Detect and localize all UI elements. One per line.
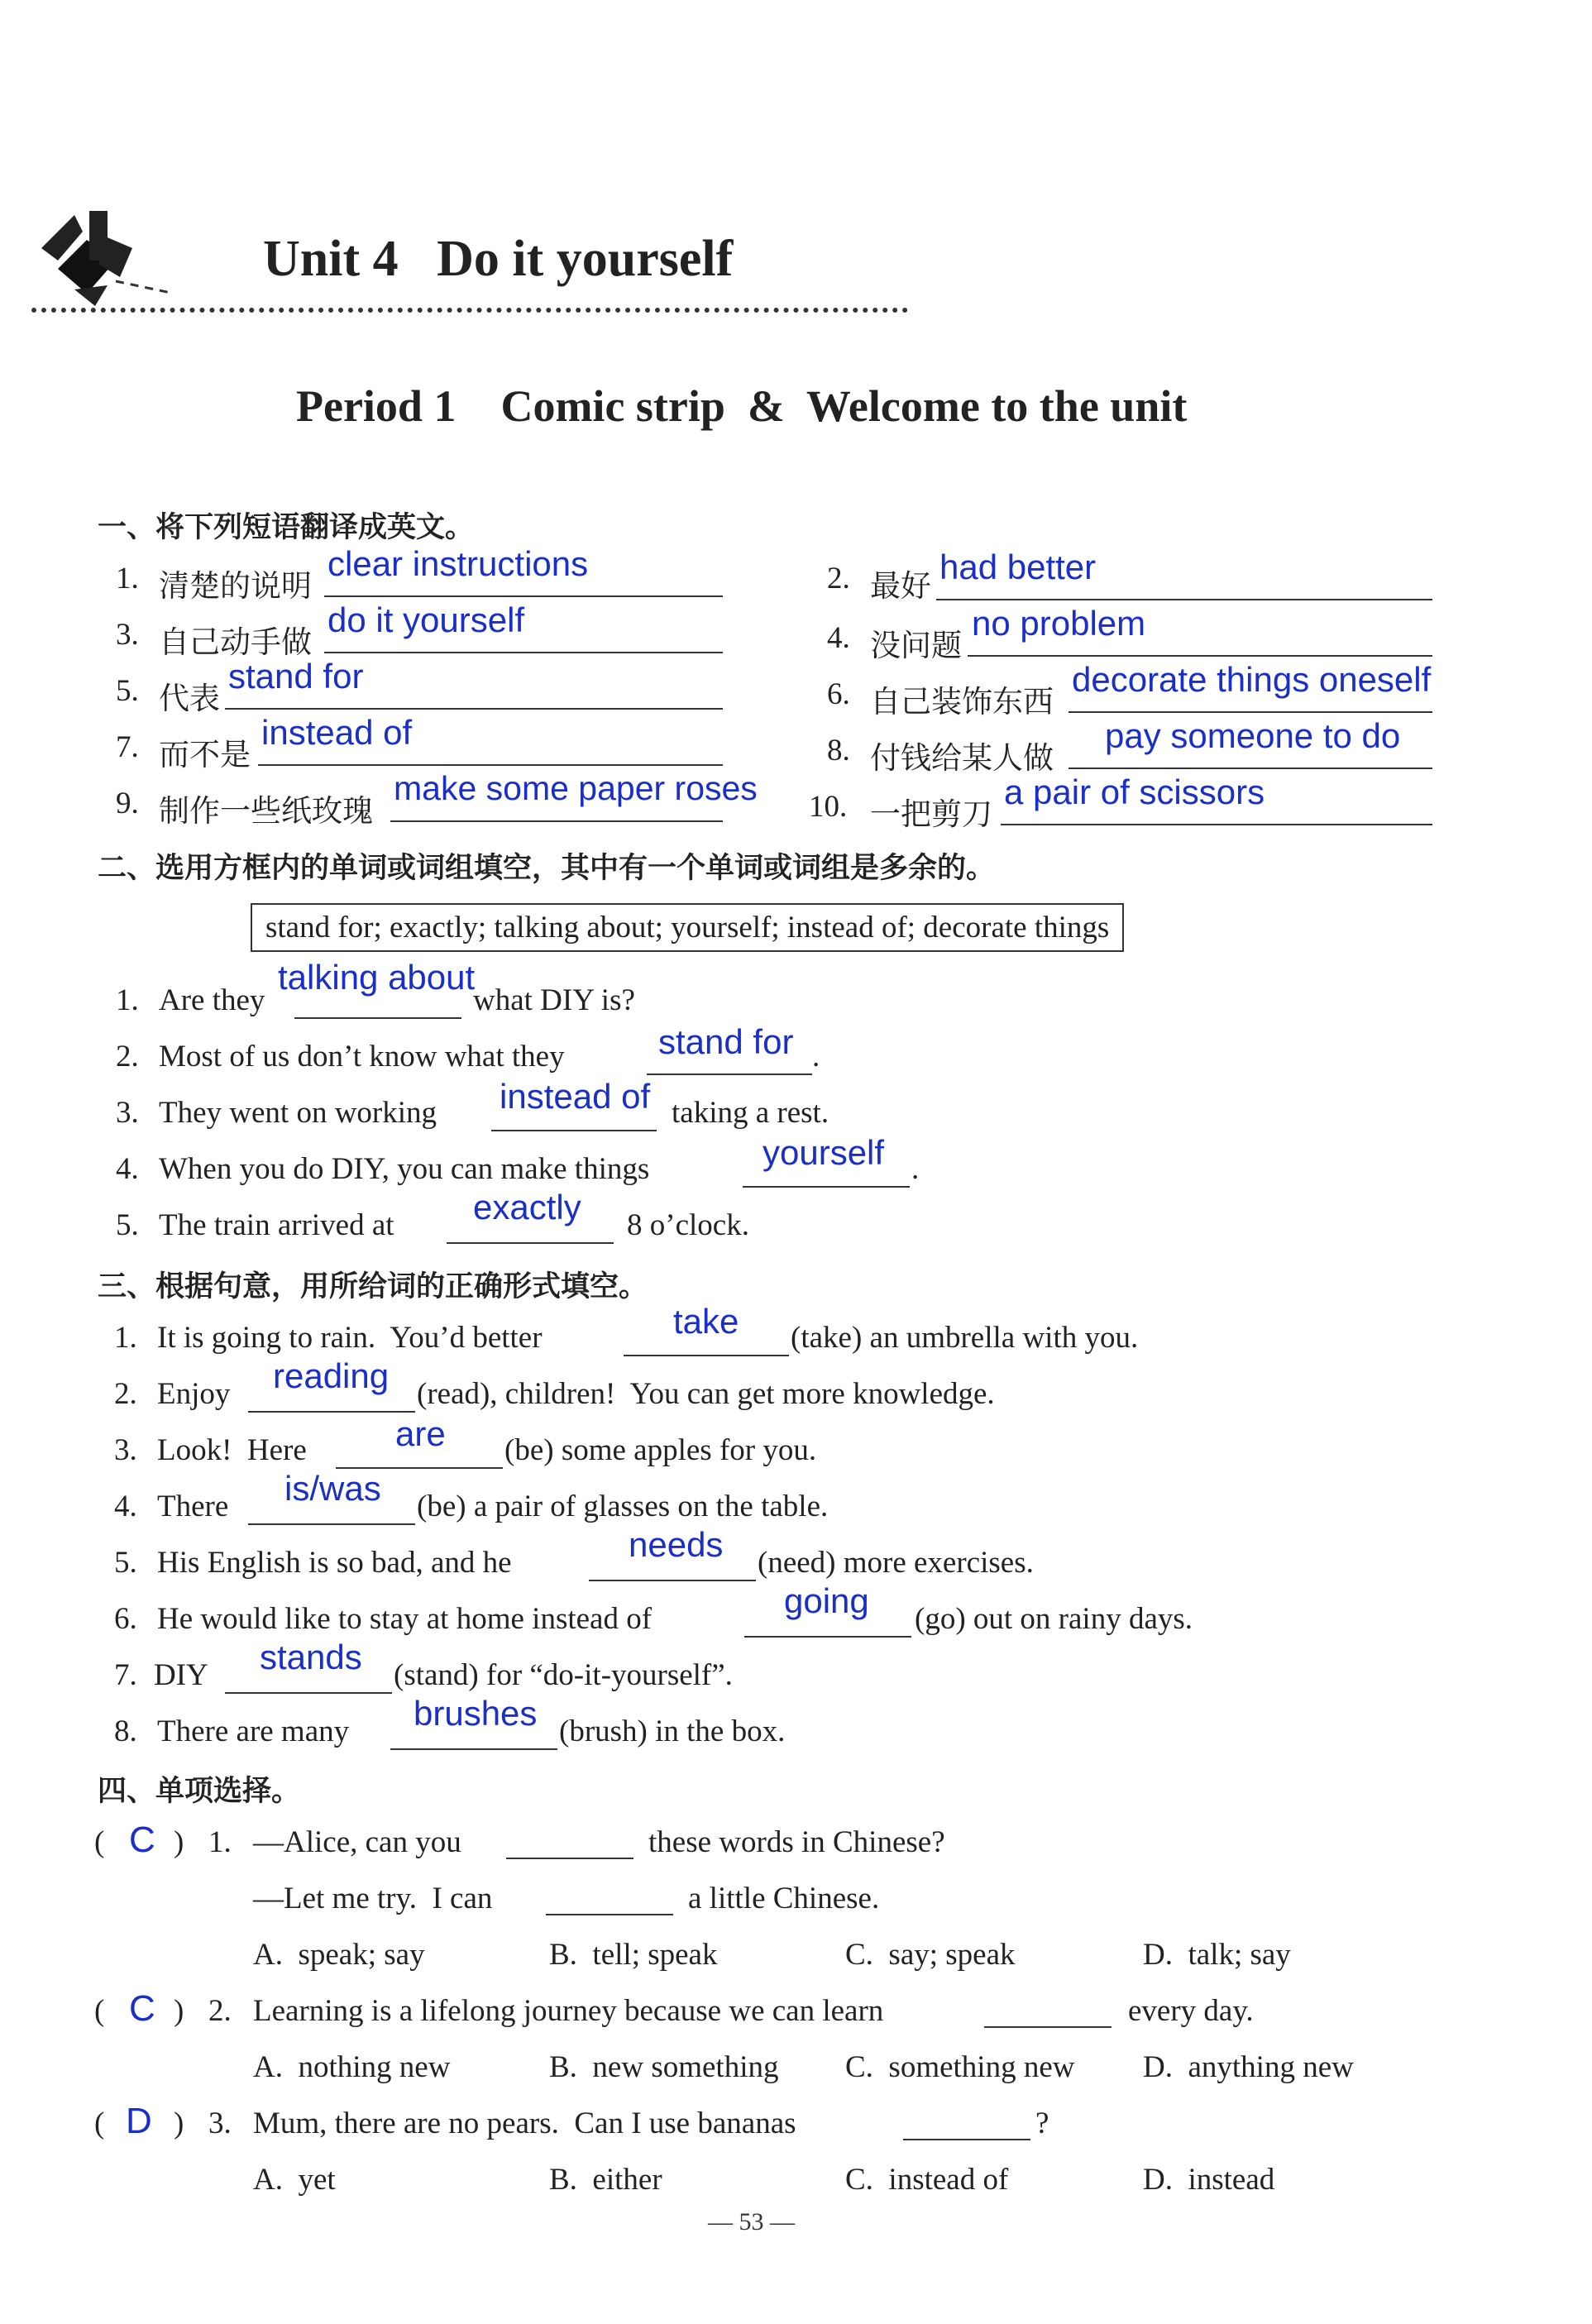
s3-item-before: Look! Here [157, 1433, 307, 1467]
q-option: C. say; speak [845, 1938, 1016, 1972]
s1-item-num: 9. [116, 787, 139, 820]
s2-answer: yourself [763, 1133, 885, 1172]
q-line1-before: Mum, there are no pears. Can I use bananas [253, 2106, 796, 2140]
s3-answer-line [744, 1636, 911, 1638]
s1-item-num: 6. [827, 677, 850, 711]
s1-item-prompt: 而不是 [159, 739, 251, 772]
s1-answer: do it yourself [327, 600, 525, 639]
s3-answer-line [589, 1580, 756, 1581]
s1-item-num: 2. [827, 562, 850, 595]
s1-item-num: 1. [116, 562, 139, 595]
q-line1-before: —Alice, can you [253, 1825, 461, 1859]
period-title: Period 1 Comic strip & Welcome to the unit [296, 381, 1188, 431]
s3-answer: needs [629, 1525, 724, 1564]
s3-answer: are [395, 1414, 446, 1453]
s1-item-prompt: 付钱给某人做 [870, 742, 1054, 776]
paren-close: ) [174, 1825, 184, 1859]
page-number: — 53 — [708, 2208, 795, 2236]
s2-item-before: The train arrived at [159, 1208, 394, 1242]
s1-answer: stand for [228, 657, 364, 696]
s2-answer-line [647, 1074, 812, 1075]
s1-answer: a pair of scissors [1004, 772, 1265, 811]
s3-answer-line [624, 1355, 789, 1356]
s3-item-after: (read), children! You can get more knowledge. [417, 1377, 995, 1411]
s2-item-num: 1. [116, 983, 139, 1017]
s2-item-after: taking a rest. [672, 1096, 829, 1130]
q-option: B. tell; speak [549, 1938, 718, 1972]
s3-answer: is/was [284, 1469, 381, 1508]
s1-answer-line [324, 652, 723, 653]
s1-answer: make some paper roses [394, 769, 758, 807]
s1-item-prompt: 清楚的说明 [159, 570, 312, 604]
s3-item-before: DIY [154, 1658, 208, 1692]
s2-answer-line [294, 1017, 461, 1019]
s1-item-prompt: 最好 [870, 570, 931, 604]
s1-item-prompt: 没问题 [870, 629, 962, 663]
q-line1-after: every day. [1128, 1994, 1254, 2028]
q-line1-after: these words in Chinese? [648, 1825, 945, 1859]
s3-item-after: (be) a pair of glasses on the table. [417, 1490, 829, 1523]
s1-answer: instead of [261, 713, 413, 752]
s2-answer-line [491, 1130, 657, 1131]
header-dotted-rule [31, 308, 908, 313]
q-line1-after: ? [1035, 2106, 1049, 2140]
s1-answer: decorate things oneself [1072, 660, 1432, 699]
q-blank [903, 2139, 1030, 2140]
s3-item-num: 2. [114, 1377, 137, 1411]
s1-item-prompt: 自己动手做 [159, 626, 312, 660]
word-box: stand for; exactly; talking about; yourself; instead of; decorate things [251, 903, 1124, 952]
s3-item-before: There [157, 1490, 229, 1523]
section1-heading: 一、将下列短语翻译成英文。 [98, 511, 475, 544]
s1-answer-line [968, 655, 1432, 657]
s3-item-before: Enjoy [157, 1377, 231, 1411]
s2-answer-line [743, 1186, 910, 1188]
s2-answer: instead of [500, 1077, 651, 1116]
q-option: D. talk; say [1143, 1938, 1291, 1972]
q-blank [506, 1858, 633, 1859]
section3-heading: 三、根据句意，用所给词的正确形式填空。 [98, 1270, 648, 1303]
s1-item-num: 3. [116, 618, 139, 652]
s2-item-num: 2. [116, 1040, 139, 1074]
s2-answer: exactly [473, 1188, 581, 1227]
s3-answer: brushes [414, 1694, 538, 1733]
paren-open: ( [94, 1825, 105, 1859]
q-option: B. either [549, 2163, 662, 2197]
s3-item-after: (go) out on rainy days. [915, 1602, 1193, 1636]
s1-item-num: 10. [809, 790, 848, 824]
s3-item-num: 6. [114, 1602, 137, 1636]
s3-item-after: (stand) for “do-it-yourself”. [394, 1658, 733, 1692]
s1-item-num: 5. [116, 674, 139, 708]
s1-item-num: 4. [827, 621, 850, 655]
s3-answer-line [248, 1411, 415, 1413]
s3-item-after: (need) more exercises. [758, 1546, 1034, 1580]
s2-answer-line [447, 1242, 614, 1244]
s3-item-before: It is going to rain. You’d better [157, 1321, 543, 1355]
s1-answer-line [1069, 711, 1432, 713]
q-num: 2. [208, 1994, 232, 2028]
s2-item-num: 3. [116, 1096, 139, 1130]
section4-heading: 四、单项选择。 [98, 1775, 301, 1808]
s3-item-before: He would like to stay at home instead of [157, 1602, 653, 1636]
s1-item-prompt: 制作一些纸玫瑰 [159, 795, 373, 829]
section2-heading: 二、选用方框内的单词或词组填空，其中有一个单词或词组是多余的。 [98, 852, 996, 885]
q-num: 1. [208, 1825, 232, 1859]
s1-item-prompt: 代表 [159, 682, 220, 716]
s1-answer-line [225, 708, 723, 710]
q-option: A. speak; say [253, 1938, 425, 1972]
s3-item-after: (brush) in the box. [559, 1714, 786, 1748]
q-blank [546, 1914, 673, 1915]
s2-answer: stand for [658, 1022, 794, 1061]
choice-answer: C [129, 1820, 155, 1860]
s2-item-num: 4. [116, 1152, 139, 1186]
s3-answer-line [225, 1692, 392, 1694]
q-line1-before: Learning is a lifelong journey because we can learn [253, 1994, 884, 2028]
s1-answer: pay someone to do [1105, 716, 1401, 755]
s3-answer-line [248, 1523, 415, 1525]
q-line2-after: a little Chinese. [688, 1882, 880, 1915]
s3-item-num: 3. [114, 1433, 137, 1467]
s1-answer-line [324, 595, 723, 597]
q-num: 3. [208, 2106, 232, 2140]
q-option: C. something new [845, 2050, 1075, 2084]
s1-item-num: 8. [827, 734, 850, 767]
s1-answer-line [390, 820, 723, 822]
choice-answer: C [129, 1988, 155, 2029]
s1-answer: no problem [972, 604, 1146, 643]
s3-item-num: 5. [114, 1546, 137, 1580]
s3-answer: going [784, 1581, 869, 1620]
s3-item-before: His English is so bad, and he [157, 1546, 512, 1580]
s1-answer: had better [939, 548, 1097, 586]
s2-item-after: . [911, 1152, 920, 1186]
s2-item-before: They went on working [159, 1096, 437, 1130]
s2-item-after: what DIY is? [473, 983, 635, 1017]
s3-answer: stands [260, 1638, 362, 1676]
s3-answer-line [390, 1748, 557, 1750]
paren-open: ( [94, 1994, 105, 2028]
s2-item-after: 8 o’clock. [627, 1208, 749, 1242]
q-option: A. nothing new [253, 2050, 451, 2084]
s1-item-num: 7. [116, 730, 139, 764]
s3-item-after: (take) an umbrella with you. [791, 1321, 1139, 1355]
q-line2-before: —Let me try. I can [253, 1882, 493, 1915]
q-option: B. new something [549, 2050, 779, 2084]
s1-item-prompt: 一把剪刀 [870, 798, 992, 832]
s3-item-num: 1. [114, 1321, 137, 1355]
s3-item-after: (be) some apples for you. [504, 1433, 817, 1467]
s3-item-num: 7. [114, 1658, 137, 1692]
s1-answer-line [936, 599, 1432, 600]
q-option: D. instead [1143, 2163, 1275, 2197]
s1-answer: clear instructions [327, 544, 589, 583]
s3-item-before: There are many [157, 1714, 350, 1748]
q-option: C. instead of [845, 2163, 1009, 2197]
choice-answer: D [126, 2101, 152, 2141]
s2-item-before: Are they [159, 983, 265, 1017]
unit-logo-icon [25, 198, 174, 314]
s1-answer-line [258, 764, 723, 766]
s3-item-num: 8. [114, 1714, 137, 1748]
q-blank [984, 2026, 1112, 2028]
s2-item-num: 5. [116, 1208, 139, 1242]
s2-item-before: When you do DIY, you can make things [159, 1152, 650, 1186]
unit-title: Unit 4 Do it yourself [263, 231, 734, 287]
s1-answer-line [1001, 824, 1432, 825]
s1-answer-line [1069, 767, 1432, 769]
paren-close: ) [174, 2106, 184, 2140]
s3-answer: take [673, 1302, 739, 1341]
s3-answer: reading [273, 1356, 390, 1395]
s1-item-prompt: 自己装饰东西 [870, 686, 1054, 720]
s2-item-after: . [812, 1040, 820, 1074]
paren-close: ) [174, 1994, 184, 2028]
paren-open: ( [94, 2106, 105, 2140]
s3-item-num: 4. [114, 1490, 137, 1523]
s2-answer: talking about [278, 958, 476, 997]
q-option: D. anything new [1143, 2050, 1354, 2084]
q-option: A. yet [253, 2163, 336, 2197]
s2-item-before: Most of us don’t know what they [159, 1040, 565, 1074]
